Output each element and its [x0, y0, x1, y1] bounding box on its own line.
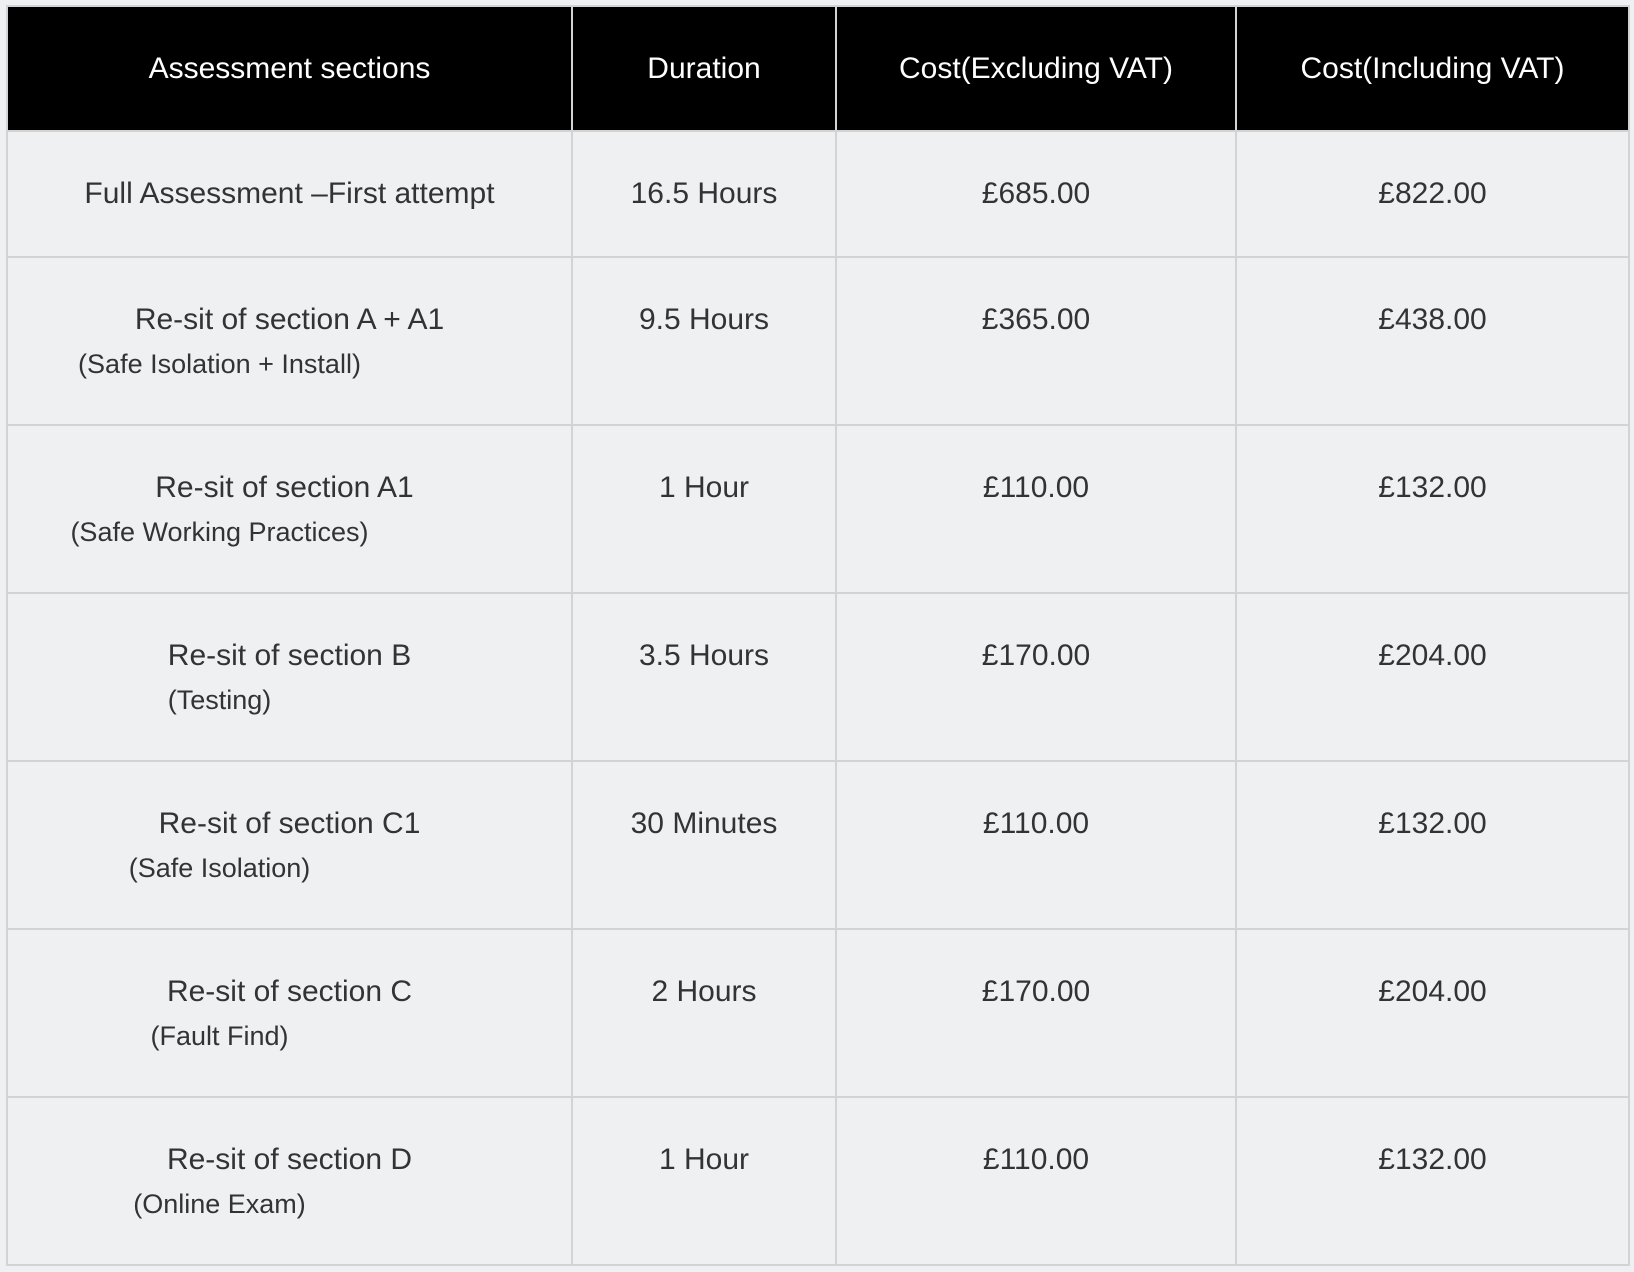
cost-inc-value: £132.00 [1378, 807, 1487, 840]
section-title: Full Assessment –First attempt [84, 177, 495, 210]
cost-ex-cell [836, 593, 1236, 761]
section-cell [7, 593, 572, 761]
header-cost-excluding-vat: Cost(Excluding VAT) [836, 6, 1236, 131]
cost-inc-cell [1236, 257, 1629, 425]
section-title: Re-sit of section A + A1 [134, 303, 445, 336]
assessment-pricing-table [6, 5, 1630, 1266]
section-cell [7, 1097, 572, 1265]
section-cell [7, 257, 572, 425]
cost-inc-value: £438.00 [1378, 303, 1487, 336]
section-title: Re-sit of section C1 [158, 807, 421, 840]
section-cell [7, 131, 572, 257]
duration-cell [572, 257, 836, 425]
cost-ex-cell [836, 257, 1236, 425]
table-row [7, 929, 1629, 1097]
duration-cell [572, 761, 836, 929]
table-row [7, 131, 1629, 257]
header-cost-including-vat: Cost(Including VAT) [1236, 6, 1629, 131]
section-cell [7, 929, 572, 1097]
duration-value: 30 Minutes [630, 807, 778, 840]
duration-value: 9.5 Hours [638, 303, 770, 336]
section-title: Re-sit of section D [166, 1143, 413, 1176]
cost-inc-cell [1236, 1097, 1629, 1265]
table-row [7, 1097, 1629, 1265]
section-title: Re-sit of section A1 [155, 471, 414, 504]
cost-inc-cell [1236, 929, 1629, 1097]
cost-ex-value: £110.00 [982, 471, 1090, 504]
cost-ex-cell [836, 929, 1236, 1097]
cost-inc-value: £204.00 [1378, 639, 1487, 672]
cost-ex-cell [836, 131, 1236, 257]
table-row [7, 593, 1629, 761]
duration-value: 2 Hours [651, 975, 757, 1008]
cost-inc-cell [1236, 593, 1629, 761]
duration-cell [572, 425, 836, 593]
duration-value: 16.5 Hours [630, 177, 778, 210]
cost-ex-cell [836, 425, 1236, 593]
cost-ex-value: £685.00 [981, 177, 1091, 210]
table-row [7, 761, 1629, 929]
cost-ex-value: £110.00 [982, 807, 1090, 840]
section-cell [7, 425, 572, 593]
duration-cell [572, 1097, 836, 1265]
cost-ex-value: £170.00 [981, 639, 1091, 672]
header-row [7, 6, 1629, 131]
duration-cell [572, 929, 836, 1097]
cost-inc-cell [1236, 425, 1629, 593]
cost-inc-value: £132.00 [1378, 471, 1487, 504]
cost-ex-value: £170.00 [981, 975, 1091, 1008]
duration-cell [572, 593, 836, 761]
section-subtitle: (Safe Isolation) [128, 853, 311, 883]
header-duration: Duration [572, 6, 836, 131]
duration-value: 3.5 Hours [638, 639, 770, 672]
section-subtitle: (Online Exam) [133, 1189, 306, 1219]
cost-inc-cell [1236, 131, 1629, 257]
table-header [7, 6, 1629, 131]
table-row [7, 425, 1629, 593]
cost-inc-value: £822.00 [1378, 177, 1487, 210]
section-subtitle: (Testing) [167, 685, 272, 715]
cost-ex-value: £110.00 [982, 1143, 1090, 1176]
table-row [7, 257, 1629, 425]
duration-value: 1 Hour [658, 1143, 750, 1176]
cost-inc-value: £132.00 [1378, 1143, 1487, 1176]
pricing-table-container [6, 5, 1628, 1266]
section-title: Re-sit of section C [166, 975, 413, 1008]
section-subtitle: (Fault Find) [150, 1021, 289, 1051]
header-assessment-sections: Assessment sections [7, 6, 572, 131]
duration-cell [572, 131, 836, 257]
section-subtitle: (Safe Isolation + Install) [78, 349, 361, 379]
section-title: Re-sit of section B [167, 639, 412, 672]
table-body [7, 131, 1629, 1265]
cost-ex-value: £365.00 [981, 303, 1091, 336]
cost-ex-cell [836, 1097, 1236, 1265]
cost-inc-value: £204.00 [1378, 975, 1487, 1008]
cost-ex-cell [836, 761, 1236, 929]
cost-inc-cell [1236, 761, 1629, 929]
duration-value: 1 Hour [658, 471, 750, 504]
section-cell [7, 761, 572, 929]
section-subtitle: (Safe Working Practices) [70, 517, 369, 547]
